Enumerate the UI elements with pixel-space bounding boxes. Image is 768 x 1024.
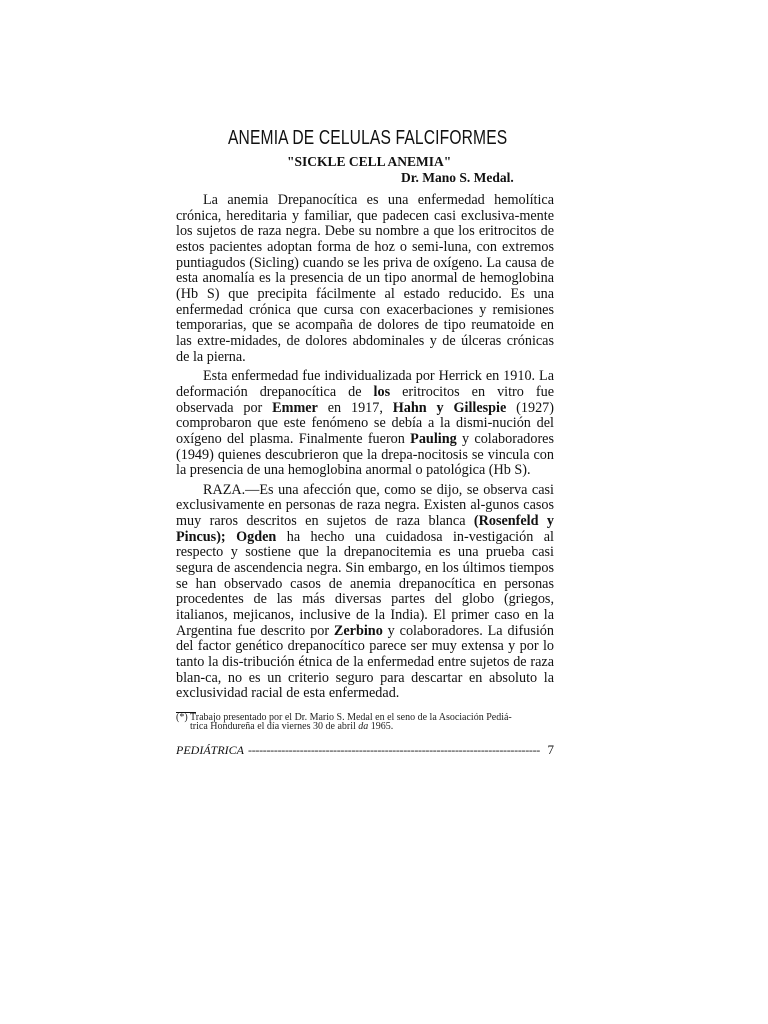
footnote-line-2 xyxy=(176,722,554,731)
bold-text: Pauling xyxy=(410,430,457,447)
text-run: La anemia Drepanocítica es una enfermedad hemolítica crónica, hereditaria y familiar, que padecen casi exclusiva-mente los sujetos de raza negra. Debe su nombre a que los eritrocitos de estos pacientes adoptan forma de hoz o semi-luna, con extremos puntiagudos (Sicling) cuando se les priva de oxígeno. La causa de esta anomalía es la presencia de un tipo anormal de hemoglobina (Hb S) que precipita fácilmente al estado reducido. Es una enfermedad crónica que cursa con exacerbaciones y remisiones temporarias, que se acompaña de dolores de tipo reumatoide en las extre-midades, de dolores abdominales y de úlceras crónicas de la pierna. xyxy=(176,192,554,365)
text-run: RAZA.—Es una afección que, como se dijo, se observa casi exclusivamente en personas de raza negra. Existen al-gunos casos muy raros descritos en sujetos de raza blanca xyxy=(176,481,554,530)
text-run: (1927) comprobaron que este fenómeno se debía a la dismi-nución del oxígeno del plasma. Finalmente fueron xyxy=(176,399,554,447)
footnote-line-1: (*) Trabajo presentado por el Dr. Mario S. Medal en el seno de la Asociación Pediá- xyxy=(176,712,512,723)
bold-text: Zerbino xyxy=(333,622,383,639)
page-number: 7 xyxy=(547,742,554,757)
page-title: ANEMIA DE CELULAS FALCIFORMES xyxy=(228,127,508,149)
paragraph xyxy=(176,483,554,702)
text-run: ha hecho una cuidadosa in-vestigación al respecto y sostiene que la drepanocitemia es una prueba casi segura de ascendencia negra. Sin embargo, en los últimos tiempos se han observado casos de anemia drepanocítica en personas procedentes de las más diversas partes del globo (griegos, italianos, mejicanos, inclusive de la India). El primer caso en la Argentina fue descrito por xyxy=(176,528,554,639)
article-body xyxy=(176,193,554,702)
footer-leader: ------------------------------------------------------------------------------- xyxy=(248,743,540,757)
footnote-line-2-end: 1965. xyxy=(368,721,394,732)
page-footer xyxy=(176,742,554,758)
text-run: y colaboradores (1949) quienes descubrieron que la drepa-nocitosis se vincula con la presencia de una hemoglobina anormal o patológica (Hb S). xyxy=(176,430,554,479)
text-run: en 1917, xyxy=(317,399,393,416)
journal-name: PEDIÁTRICA xyxy=(176,743,244,757)
bold-text: Emmer xyxy=(272,399,318,416)
text-run: eritrocitos en vitro fue observada por xyxy=(176,383,554,416)
footnote-line-2-em: da xyxy=(358,721,369,732)
bold-text: (Rosenfeld y Pincus); Ogden xyxy=(176,513,554,545)
bold-text: Hahn y Gillespie xyxy=(392,399,507,416)
author-line: Dr. Mano S. Medal. xyxy=(401,170,514,185)
bold-text: los xyxy=(373,383,391,400)
paragraph xyxy=(176,193,554,365)
page-subtitle: "SICKLE CELL ANEMIA" xyxy=(287,154,452,169)
text-run: Esta enfermedad fue individualizada por Herrick en 1910. La deformación drepanocítica de xyxy=(176,368,554,400)
footnote xyxy=(176,713,554,731)
paragraph xyxy=(176,369,554,479)
text-run: y colaboradores. La difusión del factor genético drepanocítico parece ser muy extensa y por lo tanto la dis-tribución étnica de la enfermedad entre sujetos de raza blan-ca, no es un criterio seguro para descartar en absoluto la exclusividad racial de esta enfermedad. xyxy=(176,622,554,702)
footnote-line-2-text: trica Hondureña el día viernes 30 de abril xyxy=(190,721,359,732)
